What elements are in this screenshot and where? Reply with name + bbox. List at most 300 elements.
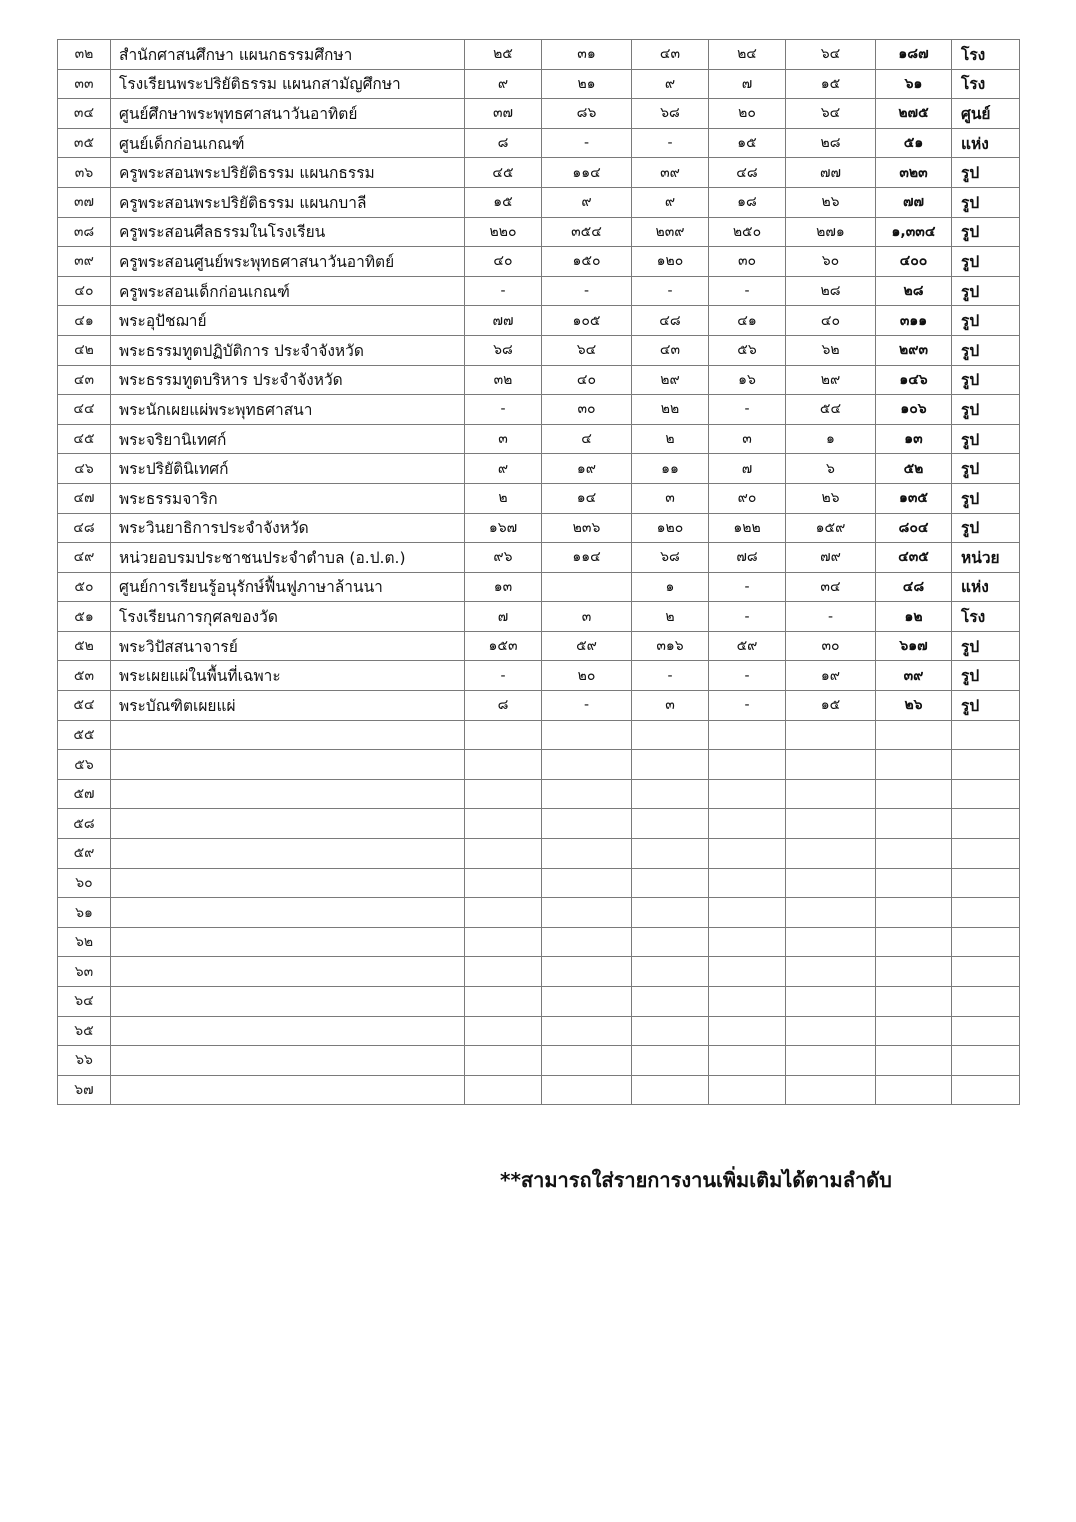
- value-col-1: ๔๐: [465, 247, 542, 277]
- value-col-1: -: [465, 276, 542, 306]
- value-col-2: ๑๑๔: [542, 543, 632, 573]
- value-col-3: [632, 957, 709, 987]
- row-number: ๔๗: [58, 483, 111, 513]
- value-col-3: -: [632, 128, 709, 158]
- value-col-1: [465, 927, 542, 957]
- value-col-2: ๙: [542, 187, 632, 217]
- row-total: ๑๘๗: [876, 40, 952, 70]
- value-col-3: ๑๒๐: [632, 513, 709, 543]
- row-number: ๓๖: [58, 158, 111, 188]
- table-row: [58, 839, 1020, 869]
- value-col-5: ๒๖: [786, 483, 876, 513]
- table-row: [58, 187, 1020, 217]
- value-col-4: ๓: [709, 424, 786, 454]
- value-col-2: ๔๐: [542, 365, 632, 395]
- table-row: [58, 365, 1020, 395]
- unit-label: [952, 1046, 1020, 1076]
- item-name: [111, 987, 465, 1017]
- value-col-2: ๑๐๕: [542, 306, 632, 336]
- value-col-2: [542, 1046, 632, 1076]
- value-col-2: ๑๙: [542, 454, 632, 484]
- table-row: [58, 1075, 1020, 1105]
- value-col-1: ๓๒: [465, 365, 542, 395]
- value-col-2: -: [542, 276, 632, 306]
- row-number: ๓๓: [58, 69, 111, 99]
- value-col-5: [786, 898, 876, 928]
- row-number: ๔๕: [58, 424, 111, 454]
- value-col-4: ๒๐: [709, 99, 786, 129]
- row-total: ๘๐๔: [876, 513, 952, 543]
- item-name: [111, 839, 465, 869]
- item-name: โรงเรียนพระปริยัติธรรม แผนกสามัญศึกษา: [111, 69, 465, 99]
- value-col-2: [542, 927, 632, 957]
- value-col-3: ๓๙: [632, 158, 709, 188]
- row-total: [876, 927, 952, 957]
- value-col-5: ๖: [786, 454, 876, 484]
- value-col-3: [632, 987, 709, 1017]
- value-col-3: [632, 868, 709, 898]
- table-row: [58, 483, 1020, 513]
- value-col-4: ๗๘: [709, 543, 786, 573]
- value-col-4: -: [709, 691, 786, 721]
- value-col-2: ๑๕๐: [542, 247, 632, 277]
- unit-label: [952, 779, 1020, 809]
- value-col-1: ๘: [465, 691, 542, 721]
- value-col-5: [786, 1016, 876, 1046]
- value-col-1: ๑๕๓: [465, 631, 542, 661]
- row-total: ๔๐๐: [876, 247, 952, 277]
- row-number: ๖๕: [58, 1016, 111, 1046]
- value-col-3: ๑: [632, 572, 709, 602]
- value-col-3: [632, 750, 709, 780]
- value-col-3: ๑๒๐: [632, 247, 709, 277]
- unit-label: [952, 868, 1020, 898]
- unit-label: [952, 898, 1020, 928]
- value-col-4: -: [709, 276, 786, 306]
- value-col-3: ๒๙: [632, 365, 709, 395]
- table-row: [58, 631, 1020, 661]
- unit-label: โรง: [952, 69, 1020, 99]
- value-col-2: ๒๑: [542, 69, 632, 99]
- table-row: [58, 720, 1020, 750]
- value-col-4: [709, 1075, 786, 1105]
- row-number: ๔๔: [58, 395, 111, 425]
- value-col-4: ๕๙: [709, 631, 786, 661]
- value-col-5: ๑๕๙: [786, 513, 876, 543]
- table-row: [58, 217, 1020, 247]
- item-name: ครูพระสอนพระปริยัติธรรม แผนกธรรม: [111, 158, 465, 188]
- value-col-5: ๑๕: [786, 69, 876, 99]
- value-col-4: ๔๑: [709, 306, 786, 336]
- data-table: [57, 39, 1020, 1105]
- item-name: พระธรรมทูตปฏิบัติการ ประจำจังหวัด: [111, 335, 465, 365]
- value-col-2: ๓๕๔: [542, 217, 632, 247]
- value-col-3: ๙: [632, 69, 709, 99]
- value-col-1: [465, 750, 542, 780]
- value-col-5: [786, 720, 876, 750]
- value-col-5: ๓๔: [786, 572, 876, 602]
- table-row: [58, 424, 1020, 454]
- table-row: [58, 661, 1020, 691]
- row-total: [876, 868, 952, 898]
- row-number: ๓๗: [58, 187, 111, 217]
- value-col-3: [632, 1075, 709, 1105]
- item-name: พระเผยแผ่ในพื้นที่เฉพาะ: [111, 661, 465, 691]
- value-col-2: [542, 1075, 632, 1105]
- item-name: พระธรรมจาริก: [111, 483, 465, 513]
- row-number: ๓๒: [58, 40, 111, 70]
- value-col-3: ๒: [632, 602, 709, 632]
- row-total: [876, 839, 952, 869]
- value-col-3: ๓: [632, 691, 709, 721]
- row-number: ๓๙: [58, 247, 111, 277]
- unit-label: รูป: [952, 691, 1020, 721]
- row-number: ๔๐: [58, 276, 111, 306]
- value-col-3: ๔๓: [632, 40, 709, 70]
- value-col-4: [709, 987, 786, 1017]
- row-number: ๔๓: [58, 365, 111, 395]
- unit-label: รูป: [952, 661, 1020, 691]
- item-name: ศูนย์การเรียนรู้อนุรักษ์ฟื้นฟูภาษาล้านนา: [111, 572, 465, 602]
- row-number: ๖๐: [58, 868, 111, 898]
- value-col-5: ๒๙: [786, 365, 876, 395]
- value-col-1: [465, 1075, 542, 1105]
- value-col-3: ๖๘: [632, 543, 709, 573]
- item-name: สำนักศาสนศึกษา แผนกธรรมศึกษา: [111, 40, 465, 70]
- item-name: [111, 1075, 465, 1105]
- value-col-3: ๔๓: [632, 335, 709, 365]
- unit-label: [952, 809, 1020, 839]
- row-total: [876, 987, 952, 1017]
- unit-label: โรง: [952, 40, 1020, 70]
- value-col-1: [465, 868, 542, 898]
- unit-label: รูป: [952, 483, 1020, 513]
- item-name: พระปริยัตินิเทศก์: [111, 454, 465, 484]
- value-col-2: [542, 868, 632, 898]
- value-col-2: [542, 898, 632, 928]
- table-row: [58, 69, 1020, 99]
- unit-label: หน่วย: [952, 543, 1020, 573]
- row-total: [876, 957, 952, 987]
- unit-label: รูป: [952, 247, 1020, 277]
- row-number: ๕๑: [58, 602, 111, 632]
- value-col-1: -: [465, 395, 542, 425]
- row-number: ๖๔: [58, 987, 111, 1017]
- value-col-2: ๑๑๔: [542, 158, 632, 188]
- value-col-5: ๕๔: [786, 395, 876, 425]
- value-col-5: ๓๐: [786, 631, 876, 661]
- item-name: [111, 1016, 465, 1046]
- value-col-3: [632, 1016, 709, 1046]
- value-col-4: ๒๕๐: [709, 217, 786, 247]
- item-name: พระธรรมทูตบริหาร ประจำจังหวัด: [111, 365, 465, 395]
- table-row: [58, 128, 1020, 158]
- value-col-2: [542, 779, 632, 809]
- row-total: ๒๗๕: [876, 99, 952, 129]
- unit-label: แห่ง: [952, 128, 1020, 158]
- item-name: ศูนย์ศึกษาพระพุทธศาสนาวันอาทิตย์: [111, 99, 465, 129]
- value-col-5: ๑๙: [786, 661, 876, 691]
- value-col-4: ๑๕: [709, 128, 786, 158]
- table-row: [58, 247, 1020, 277]
- unit-label: รูป: [952, 631, 1020, 661]
- value-col-3: [632, 779, 709, 809]
- value-col-1: ๗: [465, 602, 542, 632]
- value-col-3: ๖๘: [632, 99, 709, 129]
- footnote: **สามารถใส่รายการงานเพิ่มเติมได้ตามลำดับ: [500, 1168, 892, 1192]
- item-name: [111, 809, 465, 839]
- value-col-5: [786, 750, 876, 780]
- value-col-3: -: [632, 661, 709, 691]
- row-total: ๒๘: [876, 276, 952, 306]
- value-col-2: ๒๓๖: [542, 513, 632, 543]
- value-col-5: [786, 1046, 876, 1076]
- row-total: ๑,๓๓๔: [876, 217, 952, 247]
- value-col-1: [465, 720, 542, 750]
- value-col-3: [632, 927, 709, 957]
- row-total: [876, 720, 952, 750]
- value-col-4: ๑๖: [709, 365, 786, 395]
- value-col-1: ๗๗: [465, 306, 542, 336]
- value-col-3: [632, 898, 709, 928]
- value-col-4: -: [709, 572, 786, 602]
- table-row: [58, 513, 1020, 543]
- item-name: [111, 1046, 465, 1076]
- row-number: ๔๙: [58, 543, 111, 573]
- value-col-1: ๔๕: [465, 158, 542, 188]
- value-col-4: [709, 839, 786, 869]
- value-col-4: -: [709, 661, 786, 691]
- value-col-3: ๒๓๙: [632, 217, 709, 247]
- row-number: ๔๒: [58, 335, 111, 365]
- value-col-4: [709, 957, 786, 987]
- value-col-1: ๙๖: [465, 543, 542, 573]
- table-row: [58, 691, 1020, 721]
- value-col-1: ๒๕: [465, 40, 542, 70]
- value-col-1: [465, 898, 542, 928]
- value-col-1: ๙: [465, 454, 542, 484]
- value-col-1: [465, 1016, 542, 1046]
- unit-label: [952, 1016, 1020, 1046]
- table-row: [58, 602, 1020, 632]
- row-number: ๓๔: [58, 99, 111, 129]
- unit-label: รูป: [952, 158, 1020, 188]
- unit-label: [952, 987, 1020, 1017]
- value-col-5: [786, 868, 876, 898]
- value-col-2: ๑๔: [542, 483, 632, 513]
- value-col-2: [542, 572, 632, 602]
- table-row: [58, 1016, 1020, 1046]
- item-name: [111, 720, 465, 750]
- value-col-1: -: [465, 661, 542, 691]
- unit-label: [952, 720, 1020, 750]
- value-col-2: ๓๐: [542, 395, 632, 425]
- value-col-5: [786, 839, 876, 869]
- value-col-1: [465, 1046, 542, 1076]
- unit-label: [952, 957, 1020, 987]
- value-col-3: ๒๒: [632, 395, 709, 425]
- value-col-4: [709, 898, 786, 928]
- item-name: พระวิปัสสนาจารย์: [111, 631, 465, 661]
- item-name: [111, 957, 465, 987]
- row-number: ๕๗: [58, 779, 111, 809]
- item-name: โรงเรียนการกุศลของวัด: [111, 602, 465, 632]
- value-col-1: ๑๖๗: [465, 513, 542, 543]
- item-name: พระอุปัชฌาย์: [111, 306, 465, 336]
- item-name: ครูพระสอนพระปริยัติธรรม แผนกบาลี: [111, 187, 465, 217]
- row-total: ๑๒: [876, 602, 952, 632]
- row-total: ๑๓: [876, 424, 952, 454]
- table-row: [58, 158, 1020, 188]
- value-col-5: [786, 779, 876, 809]
- value-col-2: [542, 839, 632, 869]
- unit-label: โรง: [952, 602, 1020, 632]
- value-col-5: ๖๐: [786, 247, 876, 277]
- value-col-4: [709, 1046, 786, 1076]
- unit-label: รูป: [952, 395, 1020, 425]
- row-total: ๔๘: [876, 572, 952, 602]
- value-col-1: [465, 987, 542, 1017]
- value-col-1: [465, 839, 542, 869]
- value-col-4: [709, 720, 786, 750]
- row-number: ๔๘: [58, 513, 111, 543]
- value-col-1: [465, 779, 542, 809]
- unit-label: ศูนย์: [952, 99, 1020, 129]
- value-col-4: ๙๐: [709, 483, 786, 513]
- value-col-5: ๒๖: [786, 187, 876, 217]
- table-row: [58, 957, 1020, 987]
- value-col-2: [542, 957, 632, 987]
- item-name: ครูพระสอนเด็กก่อนเกณฑ์: [111, 276, 465, 306]
- row-number: ๖๖: [58, 1046, 111, 1076]
- value-col-2: -: [542, 691, 632, 721]
- table-row: [58, 306, 1020, 336]
- value-col-1: ๓: [465, 424, 542, 454]
- value-col-1: ๘: [465, 128, 542, 158]
- value-col-5: [786, 809, 876, 839]
- row-total: ๖๑: [876, 69, 952, 99]
- value-col-3: [632, 720, 709, 750]
- row-total: ๒๖: [876, 691, 952, 721]
- value-col-3: -: [632, 276, 709, 306]
- value-col-1: ๒: [465, 483, 542, 513]
- row-total: [876, 779, 952, 809]
- value-col-4: -: [709, 395, 786, 425]
- value-col-4: [709, 750, 786, 780]
- table-row: [58, 335, 1020, 365]
- value-col-5: ๑๕: [786, 691, 876, 721]
- unit-label: รูป: [952, 454, 1020, 484]
- value-col-3: [632, 1046, 709, 1076]
- row-total: ๕๒: [876, 454, 952, 484]
- value-col-4: ๑๘: [709, 187, 786, 217]
- table-row: [58, 454, 1020, 484]
- value-col-5: ๗๙: [786, 543, 876, 573]
- value-col-4: ๓๐: [709, 247, 786, 277]
- item-name: ครูพระสอนศูนย์พระพุทธศาสนาวันอาทิตย์: [111, 247, 465, 277]
- value-col-2: ๓๑: [542, 40, 632, 70]
- value-col-2: ๖๔: [542, 335, 632, 365]
- unit-label: รูป: [952, 365, 1020, 395]
- table-row: [58, 99, 1020, 129]
- value-col-5: [786, 1075, 876, 1105]
- value-col-5: ๖๔: [786, 40, 876, 70]
- value-col-5: -: [786, 602, 876, 632]
- row-total: ๗๗: [876, 187, 952, 217]
- value-col-3: ๙: [632, 187, 709, 217]
- row-total: [876, 1046, 952, 1076]
- unit-label: รูป: [952, 217, 1020, 247]
- value-col-4: ๑๒๒: [709, 513, 786, 543]
- value-col-5: ๖๒: [786, 335, 876, 365]
- item-name: [111, 898, 465, 928]
- value-col-1: ๑๕: [465, 187, 542, 217]
- value-col-2: ๘๖: [542, 99, 632, 129]
- value-col-2: ๒๐: [542, 661, 632, 691]
- table-row: [58, 927, 1020, 957]
- value-col-2: [542, 750, 632, 780]
- unit-label: รูป: [952, 335, 1020, 365]
- unit-label: รูป: [952, 276, 1020, 306]
- row-total: ๑๐๖: [876, 395, 952, 425]
- row-number: ๓๘: [58, 217, 111, 247]
- unit-label: รูป: [952, 513, 1020, 543]
- value-col-3: ๓: [632, 483, 709, 513]
- table-row: [58, 276, 1020, 306]
- table-row: [58, 395, 1020, 425]
- value-col-5: ๖๔: [786, 99, 876, 129]
- value-col-5: ๑: [786, 424, 876, 454]
- table-row: [58, 543, 1020, 573]
- table-row: [58, 779, 1020, 809]
- value-col-4: -: [709, 602, 786, 632]
- row-number: ๕๙: [58, 839, 111, 869]
- row-number: ๕๒: [58, 631, 111, 661]
- row-total: [876, 750, 952, 780]
- row-total: ๓๒๓: [876, 158, 952, 188]
- value-col-4: [709, 868, 786, 898]
- unit-label: [952, 927, 1020, 957]
- item-name: พระนักเผยแผ่พระพุทธศาสนา: [111, 395, 465, 425]
- value-col-2: ๕๙: [542, 631, 632, 661]
- table-row: [58, 898, 1020, 928]
- value-col-5: [786, 987, 876, 1017]
- value-col-5: ๒๗๑: [786, 217, 876, 247]
- row-total: ๓๑๑: [876, 306, 952, 336]
- value-col-2: [542, 987, 632, 1017]
- value-col-4: [709, 779, 786, 809]
- table-row: [58, 987, 1020, 1017]
- row-total: [876, 809, 952, 839]
- row-total: ๔๓๕: [876, 543, 952, 573]
- table-row: [58, 809, 1020, 839]
- value-col-2: -: [542, 128, 632, 158]
- unit-label: รูป: [952, 187, 1020, 217]
- row-number: ๕๖: [58, 750, 111, 780]
- item-name: พระบัณฑิตเผยแผ่: [111, 691, 465, 721]
- row-number: ๔๑: [58, 306, 111, 336]
- table-row: [58, 40, 1020, 70]
- table-body: [58, 40, 1020, 1105]
- item-name: [111, 779, 465, 809]
- value-col-1: [465, 809, 542, 839]
- value-col-5: ๔๐: [786, 306, 876, 336]
- row-number: ๓๕: [58, 128, 111, 158]
- value-col-2: [542, 720, 632, 750]
- value-col-5: ๒๘: [786, 128, 876, 158]
- item-name: ครูพระสอนศีลธรรมในโรงเรียน: [111, 217, 465, 247]
- value-col-1: ๓๗: [465, 99, 542, 129]
